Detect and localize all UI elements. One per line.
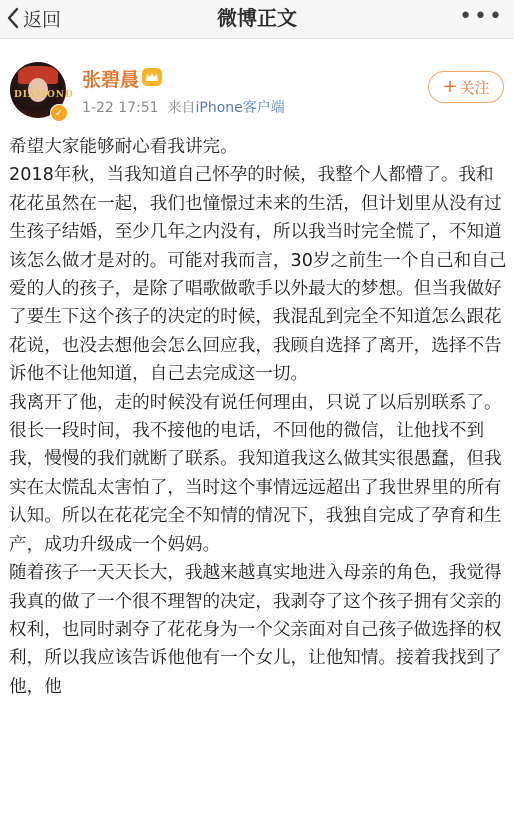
- author-name[interactable]: 张碧晨: [82, 69, 140, 91]
- post-paragraph: 我离开了他，走的时候没有说任何理由，只说了以后别联系了。很长一段时间，我不接他的电话，不回他的微信，让他找不到我，慢慢的我们就断了联系。我知道我这么做其实很愚蠢，但我实在太慌乱太害怕了，当时这个事情远远超出了我世界里的所有认知。所以在花花完全不知情的情况下，我独自完成了孕育和生产，成功升级成一个妈妈。: [9, 392, 502, 555]
- plus-icon: +: [442, 76, 458, 97]
- verified-icon: ✓: [50, 104, 68, 122]
- post-paragraph: 希望大家能够耐心看我讲完。: [9, 137, 238, 157]
- post-content: [9, 133, 509, 701]
- more-options-button[interactable]: •••: [459, 4, 504, 29]
- post-meta: [82, 97, 285, 117]
- follow-button[interactable]: [428, 71, 504, 103]
- page-title: 微博正文: [217, 6, 297, 30]
- post-header: [0, 39, 514, 129]
- vip-crown-icon[interactable]: [142, 68, 162, 86]
- post-source: iPhone客户端: [195, 100, 285, 116]
- follow-label: 关注: [459, 78, 490, 97]
- post-paragraph: 2018年秋，当我知道自己怀孕的时候，我整个人都懵了。我和花花虽然在一起，我们也憧憬过未来的生活，但计划里从没有过生孩子结婚，至少几年之内没有，所以我当时完全慌了，不知道该怎么做才是对的。可能对我而言，30岁之前生一个自己和自己爱的人的孩子，是除了唱歌做歌手以外最大的梦想。但当我做好了要生下这个孩子的决定的时候，我混乱到完全不知道怎么跟花花说，也没去想他会怎么回应我，我顾自选择了离开，选择不告诉他不让他知道，自己去完成这一切。: [9, 165, 507, 385]
- avatar[interactable]: DIAMOND: [10, 62, 66, 118]
- navigation-bar: [0, 0, 514, 39]
- back-label: 返回: [23, 8, 62, 31]
- post-timestamp: 1-22 17:51: [82, 100, 159, 116]
- post-paragraph: 随着孩子一天天长大，我越来越真实地进入母亲的角色，我觉得我真的做了一个很不理智的决定，我剥夺了这个孩子拥有父亲的权利，也同时剥夺了花花身为一个父亲面对自己孩子做选择的权利，所以我应该告诉他他有一个女儿，让他知情。接着我找到了他，他: [9, 563, 502, 697]
- source-prefix: 来自: [167, 100, 196, 116]
